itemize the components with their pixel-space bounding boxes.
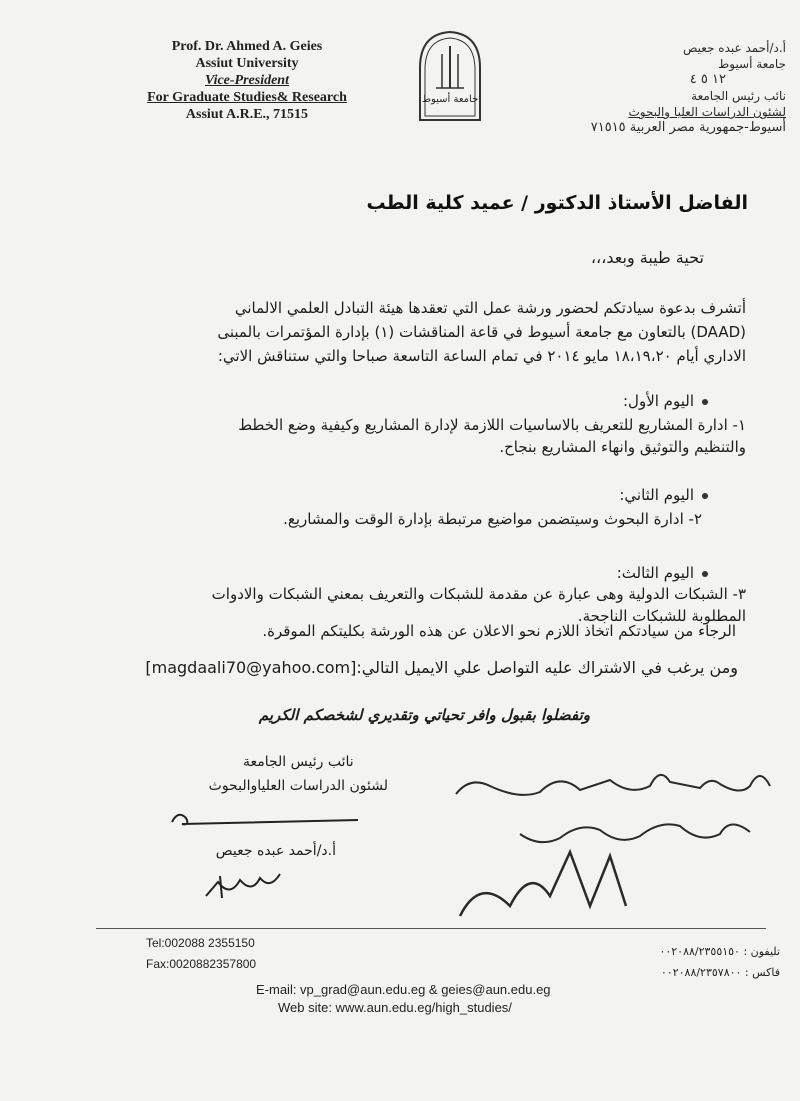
reference-number: ١٢ ٥ ٤: [689, 72, 726, 87]
day-2-heading: اليوم الثاني:: [619, 486, 708, 504]
university-name-en: Assiut University: [195, 56, 299, 71]
paragraph-line: أتشرف بدعوة سيادتكم لحضور ورشة عمل التي تعقدها هيئة التبادل العلمي الالماني: [234, 299, 746, 317]
footer-tel: Tel:002088 2355150: [146, 936, 255, 950]
contact-line: [145, 658, 738, 677]
agenda-line: والتنظيم والتوثيق وانهاء المشاريع بنجاح.: [499, 438, 746, 456]
footer-email[interactable]: E-mail: vp_grad@aun.edu.eg & geies@aun.edu.eg: [256, 982, 551, 997]
agenda-line: ٣- الشبكات الدولية وهى عبارة عن مقدمة للشبكات والتعريف بمعني الشبكات والادوات: [211, 585, 746, 603]
day-3-items: [212, 583, 746, 627]
agenda-line: ٢- ادارة البحوث وسيتضمن مواضيع مرتبطة بإدارة الوقت والمشاريع.: [283, 510, 702, 528]
contact-prefix: ومن يرغب في الاشتراك عليه التواصل علي الايميل التالي:: [356, 658, 738, 677]
signature-title-line-2: لشئون الدراسات العلياوالبحوث: [208, 778, 388, 794]
sender-address-ar: أسيوط-جمهورية مصر العربية ٧١٥١٥: [590, 120, 786, 135]
paragraph-line: الاداري أيام ١٨،١٩،٢٠ مايو ٢٠١٤ في تمام الساعة التاسعة صباحا والتي ستناقش الاتي:: [217, 347, 746, 365]
bullet-icon: [702, 571, 708, 577]
logo-text: جامعة أسيوط: [421, 94, 479, 105]
sender-department-ar: لشئون الدراسات العليا والبحوث: [628, 105, 786, 119]
sender-address-en: Assiut A.R.E., 71515: [185, 107, 309, 122]
handwritten-signature: [200, 868, 290, 902]
greeting: تحية طيبة وبعد،،،: [590, 248, 704, 267]
sender-position-en: Vice-President: [205, 73, 289, 88]
sender-position-ar: نائب رئيس الجامعة: [691, 89, 786, 103]
request-line: الرجاء من سيادتكم اتخاذ اللازم نحو الاعلان عن هذه الورشة بكليتكم الموقرة.: [262, 622, 736, 640]
bullet-icon: [702, 493, 708, 499]
sender-name-ar: أ.د/أحمد عبده جعيص: [682, 41, 786, 55]
handwritten-annotation: [420, 756, 790, 936]
footer-fax-arabic: فاكس : ٠٠٢٠٨٨/٢٣٥٧٨٠٠: [660, 966, 780, 979]
footer-fax: Fax:0020882357800: [146, 957, 257, 971]
university-name-ar: جامعة أسيوط: [718, 57, 786, 71]
bullet-icon: [702, 399, 708, 405]
signatory-name: أ.د/أحمد عبده جعيص: [215, 843, 336, 859]
contact-email[interactable]: [magdaali70@yahoo.com]: [145, 658, 357, 677]
footer-tel-arabic: تليفون : ٠٠٢٠٨٨/٢٣٥٥١٥٠: [659, 945, 780, 958]
closing-line: وتفضلوا بقبول وافر تحياتي وتقديري لشخصكم الكريم: [258, 706, 590, 724]
day-1-heading: اليوم الأول:: [623, 392, 708, 410]
agenda-line: ١- ادارة المشاريع للتعريف بالاساسيات اللازمة لإدارة المشاريع وكيفية وضع الخطط: [238, 416, 746, 434]
sender-name-en: Prof. Dr. Ahmed A. Geies: [171, 39, 323, 54]
footer-website[interactable]: Web site: www.aun.edu.eg/high_studies/: [278, 1000, 512, 1015]
recipient: الفاضل الأستاذ الدكتور / عميد كلية الطب: [366, 192, 748, 214]
footer-divider: [96, 928, 766, 929]
invitation-paragraph: [217, 296, 746, 368]
agenda-line: المطلوبة للشبكات الناجحة.: [577, 607, 746, 625]
day-2-items: [283, 508, 702, 530]
university-logo: [414, 28, 486, 124]
day-1-items: [238, 414, 746, 458]
paragraph-line: (DAAD) بالتعاون مع جامعة أسيوط في قاعة المناقشات (١) بإدارة المؤتمرات بالمبنى: [217, 323, 746, 341]
letterhead-english: [112, 38, 382, 123]
signature-scribble-line: [168, 808, 368, 834]
letterhead-arabic: [486, 40, 786, 136]
day-3-heading: اليوم الثالث:: [617, 564, 708, 582]
signature-title: [209, 750, 388, 798]
signature-title-line-1: نائب رئيس الجامعة: [242, 754, 354, 770]
sender-department-en: For Graduate Studies& Research: [147, 90, 347, 105]
